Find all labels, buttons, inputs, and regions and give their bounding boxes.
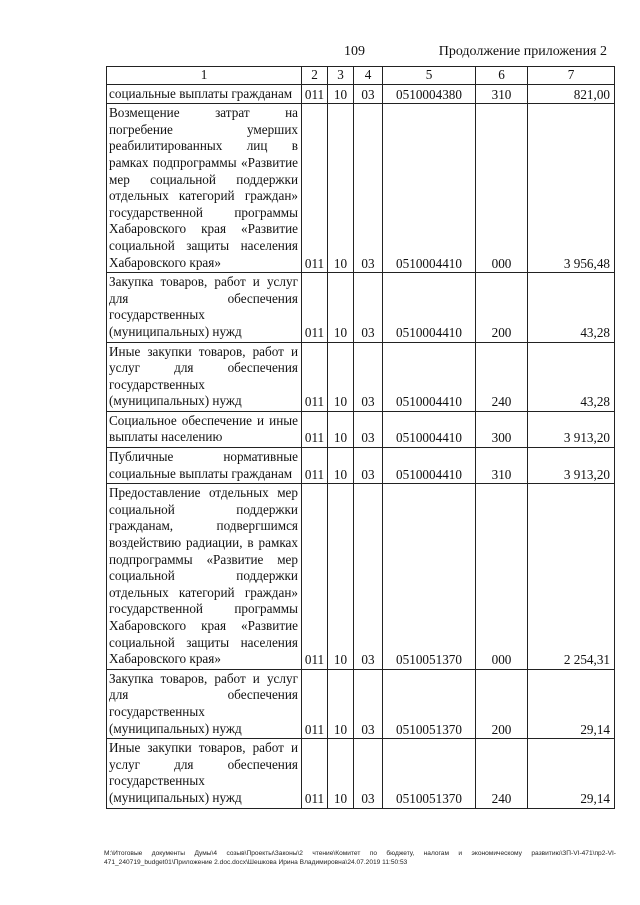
table-row	[107, 411, 615, 447]
subsection-code: 03	[354, 84, 383, 104]
amount: 43,28	[528, 273, 615, 342]
target-article-code: 0510004410	[383, 342, 476, 411]
row-description: Социальное обеспечение и иные выплаты населению	[107, 411, 302, 447]
subsection-code: 03	[354, 739, 383, 808]
row-description: социальные выплаты гражданам	[107, 84, 302, 104]
expense-type-code: 300	[476, 411, 528, 447]
subsection-code: 03	[354, 669, 383, 738]
section-code: 10	[328, 104, 354, 273]
table-row	[107, 342, 615, 411]
target-article-code: 0510004410	[383, 104, 476, 273]
section-code: 10	[328, 273, 354, 342]
target-article-code: 0510004410	[383, 448, 476, 484]
row-description: Закупка товаров, работ и услуг для обеспечения государственных (муниципальных) нужд	[107, 273, 302, 342]
target-article-code: 0510051370	[383, 669, 476, 738]
section-code: 10	[328, 739, 354, 808]
expense-type-code: 200	[476, 273, 528, 342]
table-row	[107, 84, 615, 104]
amount: 2 254,31	[528, 484, 615, 670]
row-description: Возмещение затрат на погребение умерших реабилитированных лиц в рамках подпрограммы «Развитие мер социальной поддержки отдельных категорий граждан» государственной программы Хабаровского края «Развитие социальной защиты населения Хабаровского края»	[107, 104, 302, 273]
target-article-code: 0510004380	[383, 84, 476, 104]
expense-type-code: 200	[476, 669, 528, 738]
ministry-code: 011	[302, 448, 328, 484]
ministry-code: 011	[302, 84, 328, 104]
section-code: 10	[328, 411, 354, 447]
expense-type-code: 310	[476, 448, 528, 484]
amount: 29,14	[528, 739, 615, 808]
target-article-code: 0510051370	[383, 484, 476, 670]
table-row	[107, 273, 615, 342]
section-code: 10	[328, 669, 354, 738]
budget-table	[106, 66, 615, 809]
subsection-code: 03	[354, 273, 383, 342]
table-row	[107, 448, 615, 484]
expense-type-code: 240	[476, 342, 528, 411]
subsection-code: 03	[354, 104, 383, 273]
column-header: 1	[107, 67, 302, 85]
amount: 3 956,48	[528, 104, 615, 273]
table-row	[107, 669, 615, 738]
section-code: 10	[328, 84, 354, 104]
expense-type-code: 310	[476, 84, 528, 104]
document-path-footer: М:\Итоговые документы Думы\4 созыв\Проекты\Законы\2 чтение\Комитет по бюджету, налогам и экономическому развитию\ЗП-VI-471\пр2-VI-471_240719_budget01\Приложение 2.doc.docx\Шешкова Ирина Владимировна\24.07.2019 11:50:53	[104, 850, 616, 866]
amount: 3 913,20	[528, 411, 615, 447]
target-article-code: 0510004410	[383, 273, 476, 342]
ministry-code: 011	[302, 273, 328, 342]
subsection-code: 03	[354, 411, 383, 447]
section-code: 10	[328, 342, 354, 411]
column-header: 5	[383, 67, 476, 85]
row-description: Закупка товаров, работ и услуг для обеспечения государственных (муниципальных) нужд	[107, 669, 302, 738]
table-row	[107, 484, 615, 670]
page-number: 109	[344, 44, 365, 59]
target-article-code: 0510051370	[383, 739, 476, 808]
ministry-code: 011	[302, 484, 328, 670]
row-description: Иные закупки товаров, работ и услуг для обеспечения государственных (муниципальных) нужд	[107, 739, 302, 808]
row-description: Иные закупки товаров, работ и услуг для обеспечения государственных (муниципальных) нужд	[107, 342, 302, 411]
ministry-code: 011	[302, 342, 328, 411]
subsection-code: 03	[354, 448, 383, 484]
amount: 3 913,20	[528, 448, 615, 484]
subsection-code: 03	[354, 342, 383, 411]
expense-type-code: 000	[476, 104, 528, 273]
ministry-code: 011	[302, 669, 328, 738]
row-description: Публичные нормативные социальные выплаты гражданам	[107, 448, 302, 484]
section-code: 10	[328, 448, 354, 484]
ministry-code: 011	[302, 411, 328, 447]
amount: 821,00	[528, 84, 615, 104]
column-header: 7	[528, 67, 615, 85]
column-header: 2	[302, 67, 328, 85]
expense-type-code: 000	[476, 484, 528, 670]
row-description: Предоставление отдельных мер социальной поддержки гражданам, подвергшимся воздействию радиации, в рамках подпрограммы «Развитие мер социальной поддержки отдельных категорий граждан» государственной программы Хабаровского края «Развитие социальной защиты населения Хабаровского края»	[107, 484, 302, 670]
target-article-code: 0510004410	[383, 411, 476, 447]
column-header: 3	[328, 67, 354, 85]
table-row	[107, 739, 615, 808]
amount: 43,28	[528, 342, 615, 411]
column-header: 4	[354, 67, 383, 85]
expense-type-code: 240	[476, 739, 528, 808]
appendix-label: Продолжение приложения 2	[438, 44, 607, 59]
ministry-code: 011	[302, 739, 328, 808]
section-code: 10	[328, 484, 354, 670]
subsection-code: 03	[354, 484, 383, 670]
table-header-row	[107, 67, 615, 85]
column-header: 6	[476, 67, 528, 85]
ministry-code: 011	[302, 104, 328, 273]
table-row	[107, 104, 615, 273]
amount: 29,14	[528, 669, 615, 738]
